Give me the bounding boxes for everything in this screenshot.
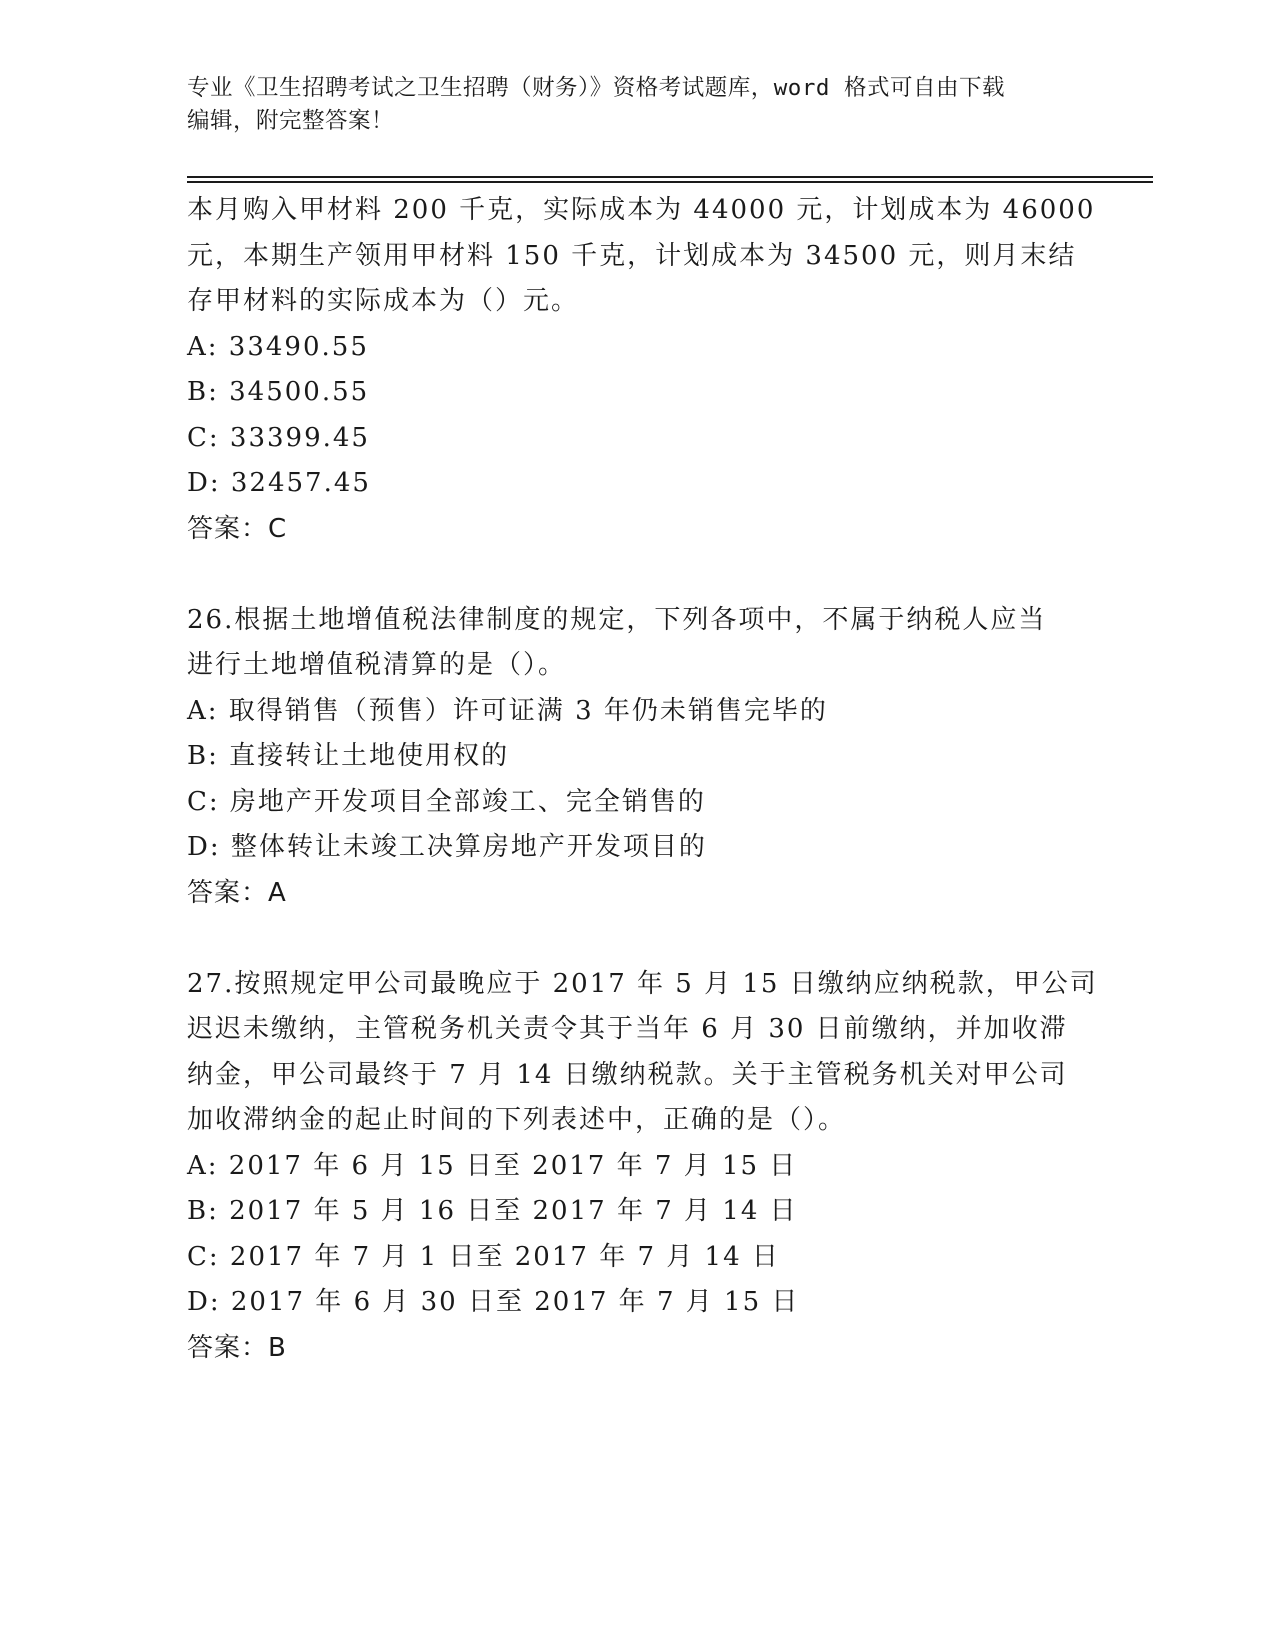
answer-line: 答案：B: [187, 1332, 287, 1363]
spacer: [187, 916, 1087, 962]
question-stem-line: 纳金，甲公司最终于 7 月 14 日缴纳税款。关于主管税务机关对甲公司: [187, 1059, 1068, 1090]
question-26: [187, 598, 1087, 917]
option-a: A: 取得销售（预售）许可证满 3 年仍未销售完毕的: [187, 695, 828, 726]
question-stem-line: 存甲材料的实际成本为（）元。: [187, 286, 580, 316]
option-d: D: 2017 年 6 月 30 日至 2017 年 7 月 15 日: [187, 1287, 800, 1317]
answer-line: 答案：C: [187, 513, 288, 544]
option-b: B: 2017 年 5 月 16 日至 2017 年 7 月 14 日: [187, 1196, 798, 1226]
question-stem-line: 27.按照规定甲公司最晚应于 2017 年 5 月 15 日缴纳应纳税款，甲公司: [187, 968, 1098, 999]
question-stem-line: 加收滞纳金的起止时间的下列表述中，正确的是（）。: [187, 1105, 847, 1135]
question-27: [187, 962, 1098, 1372]
option-d: D: 32457.45: [187, 468, 371, 498]
option-a: A: 2017 年 6 月 15 日至 2017 年 7 月 15 日: [187, 1150, 798, 1181]
question-stem-line: 本月购入甲材料 200 千克，实际成本为 44000 元，计划成本为 46000: [187, 195, 1096, 225]
spacer: [187, 552, 1087, 598]
option-a: A: 33490.55: [187, 331, 369, 362]
option-b: B: 34500.55: [187, 377, 370, 407]
header-divider-top: [187, 176, 1153, 178]
header-line-1: 专业《卫生招聘考试之卫生招聘（财务）》资格考试题库，word 格式可自由下载: [187, 75, 1005, 101]
answer-line: 答案：A: [187, 877, 287, 908]
header-line-2: 编辑，附完整答案！: [187, 108, 395, 134]
option-c: C: 房地产开发项目全部竣工、完全销售的: [187, 786, 706, 817]
question-stem-line: 迟迟未缴纳，主管税务机关责令其于当年 6 月 30 日前缴纳，并加收滞: [187, 1014, 1068, 1044]
option-b: B: 直接转让土地使用权的: [187, 741, 510, 771]
document-header: [187, 72, 1087, 138]
option-c: C: 2017 年 7 月 1 日至 2017 年 7 月 14 日: [187, 1241, 780, 1272]
option-c: C: 33399.45: [187, 422, 370, 453]
header-divider-bottom: [187, 181, 1153, 183]
question-25: [187, 188, 1096, 552]
question-stem-line: 26.根据土地增值税法律制度的规定，下列各项中，不属于纳税人应当: [187, 604, 1047, 635]
question-stem-line: 进行土地增值税清算的是（）。: [187, 650, 567, 680]
question-list: [187, 188, 1098, 1371]
option-d: D: 整体转让未竣工决算房地产开发项目的: [187, 832, 707, 862]
question-stem-line: 元，本期生产领用甲材料 150 千克，计划成本为 34500 元，则月末结: [187, 240, 1077, 271]
